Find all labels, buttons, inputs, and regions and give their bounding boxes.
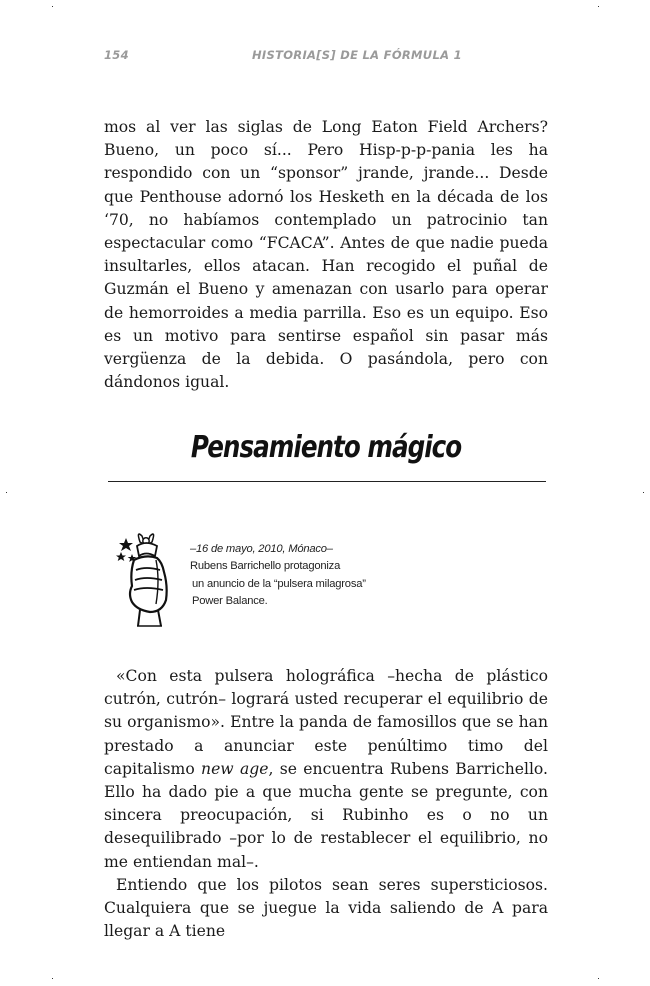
caption-line-3: Power Balance.: [192, 595, 268, 608]
running-header: [104, 48, 548, 68]
paragraph-text-part: «Con esta pulsera holográfica –hecha de plástico cutrón, cutrón– logrará usted recuperar el equilibrio de su organismo». Entre la panda de famosillos que se han prestado a anunciar este penúltimo timo del capitalismo: [104, 667, 548, 778]
caption-date: –16 de mayo, 2010, Mónaco–: [190, 543, 333, 555]
fist-with-bracelet-and-stars-icon: [110, 530, 185, 630]
caption-line-1: Rubens Barrichello protagoniza: [190, 560, 341, 573]
body-paragraph-1: [104, 116, 548, 394]
caption-box: [190, 541, 420, 611]
caption-line-2: un anuncio de la “pulsera milagrosa”: [192, 577, 366, 590]
page-number: 154: [104, 48, 129, 62]
running-title: HISTORIA[S] DE LA FÓRMULA 1: [252, 48, 462, 62]
emphasis-new-age: new age: [201, 759, 269, 778]
paragraph-text: [104, 665, 548, 874]
body-paragraph-2: [104, 665, 548, 943]
section-divider: [108, 481, 546, 482]
crop-mark: [52, 978, 53, 979]
crop-mark: [598, 978, 599, 979]
crop-mark: [6, 492, 7, 493]
paragraph-text-part: , se encuentra Rubens Barrichello. Ello ha dado pie a que mucha gente se pregunte, con sincera preocupación, si Rubinho es o no un desequilibrado –por lo de restablecer el equilibrio, no me entiendan mal–.: [104, 759, 549, 871]
paragraph-text: Entiendo que los pilotos sean seres supersticiosos. Cualquiera que se juegue la vida saliendo de A para llegar a A tiene: [104, 875, 548, 941]
crop-mark: [598, 6, 599, 7]
paragraph-text: mos al ver las siglas de Long Eaton Field Archers? Bueno, un poco sí... Pero Hisp-p-p-pania les ha respondido con un “sponsor” jrande, jrande... Desde que Penthouse adornó los Hesketh en la década de los ‘70, no habíamos contemplado un patrocinio tan espectacular como “FCACA”. Antes de que nadie pueda insultarles, ellos atacan. Han recogido el puñal de Guzmán el Bueno y amenazan con usarlo para operar de hemorroides a media parrilla. Eso es un equipo. Eso es un motivo para sentirse español sin pasar más vergüenza de la debida. O pasándola, pero con dándonos igual.: [104, 118, 548, 392]
crop-mark: [643, 492, 644, 493]
crop-mark: [52, 6, 53, 7]
section-title: Pensamiento mágico: [190, 430, 462, 465]
